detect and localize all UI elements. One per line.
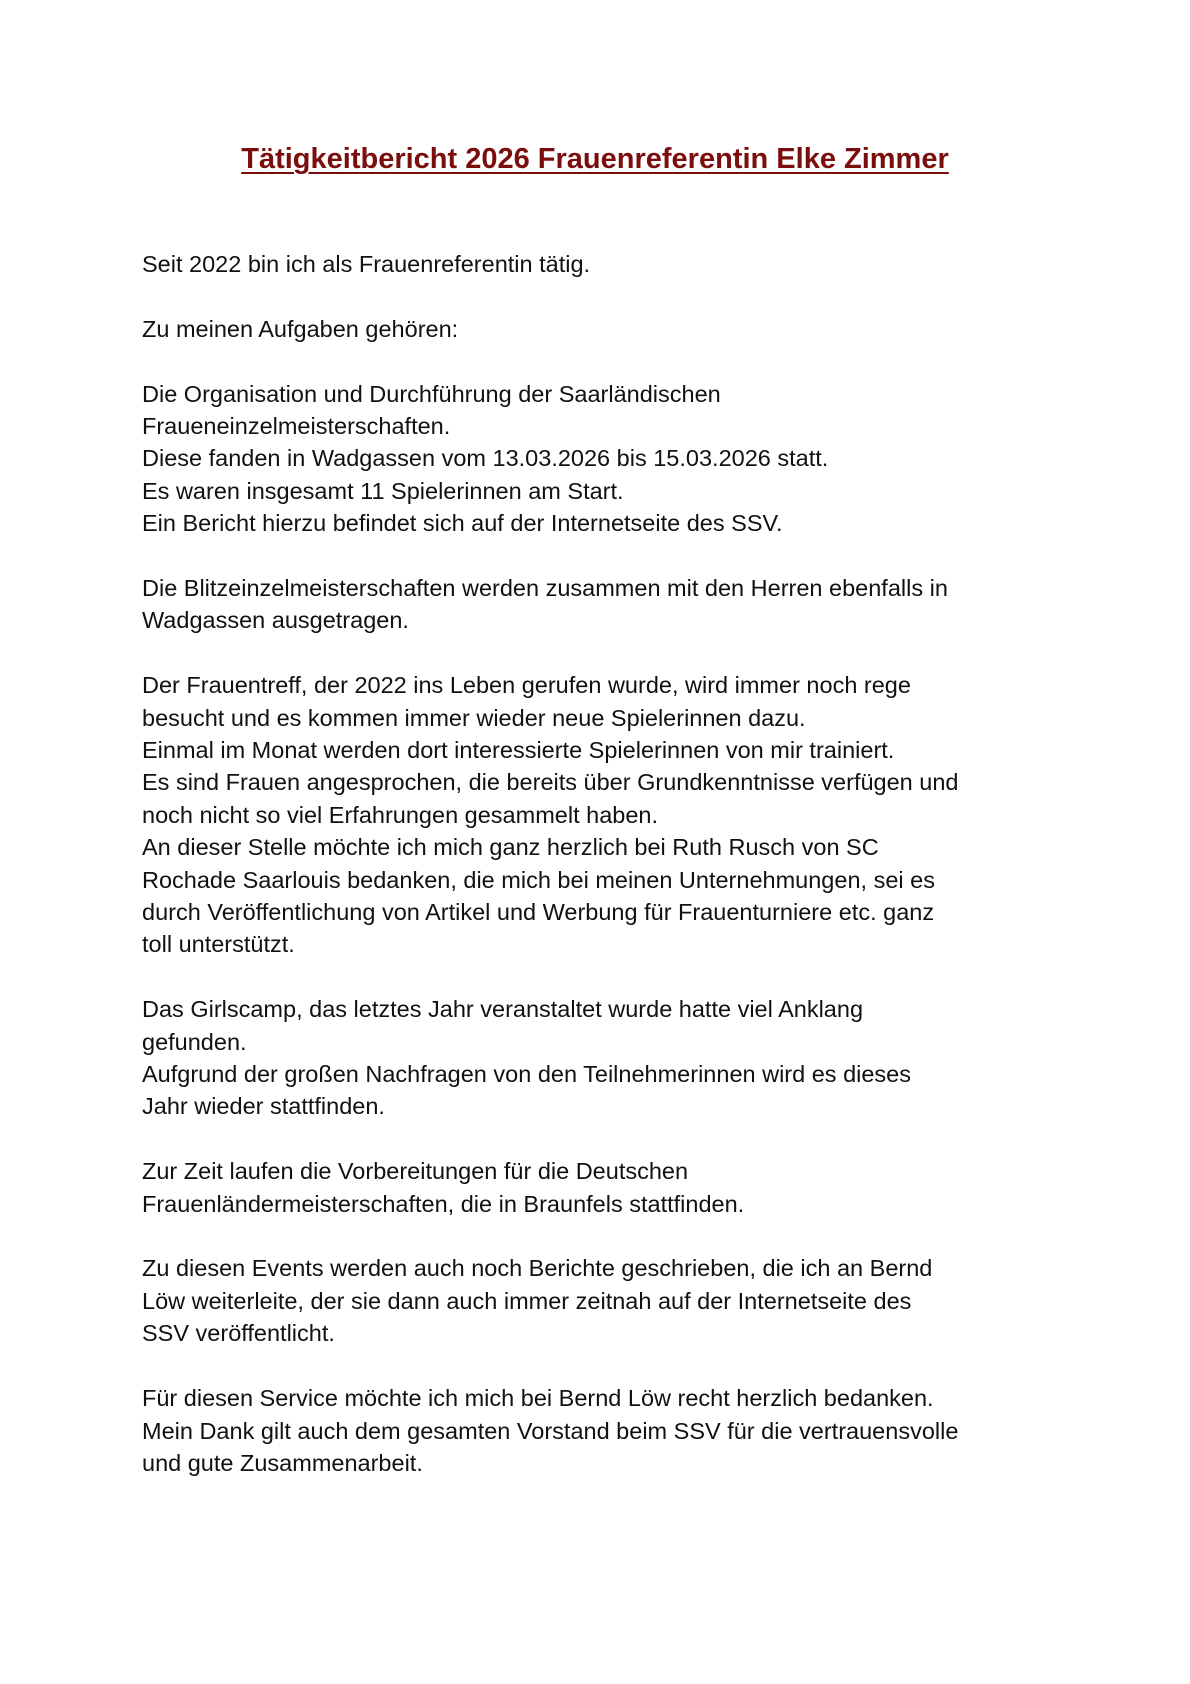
paragraph-reports	[142, 1252, 1102, 1349]
text-line: Zu diesen Events werden auch noch Berichte geschrieben, die ich an Bernd	[142, 1255, 933, 1282]
text-line: Wadgassen ausgetragen.	[142, 607, 409, 634]
text-line: Rochade Saarlouis bedanken, die mich bei meinen Unternehmungen, sei es	[142, 866, 935, 893]
text-line: Zu meinen Aufgaben gehören:	[142, 315, 459, 342]
text-line: Es sind Frauen angesprochen, die bereits über Grundkenntnisse verfügen und	[142, 769, 959, 796]
text-line: Die Organisation und Durchführung der Saarländischen	[142, 380, 721, 407]
paragraph-intro	[142, 248, 1102, 280]
text-line: besucht und es kommen immer wieder neue Spielerinnen dazu.	[142, 704, 806, 731]
document-body	[142, 248, 1102, 1512]
paragraph-frauentreff	[142, 669, 1102, 961]
text-line: toll unterstützt.	[142, 931, 295, 958]
text-line: Diese fanden in Wadgassen vom 13.03.2026 bis 15.03.2026 statt.	[142, 445, 829, 472]
text-line: Frauenländermeisterschaften, die in Braunfels stattfinden.	[142, 1190, 745, 1217]
text-line: Fraueneinzelmeisterschaften.	[142, 413, 451, 439]
paragraph-girlscamp	[142, 993, 1102, 1123]
text-line: und gute Zusammenarbeit.	[142, 1449, 423, 1476]
text-line: Für diesen Service möchte ich mich bei Bernd Löw recht herzlich bedanken.	[142, 1385, 934, 1412]
text-line: Löw weiterleite, der sie dann auch immer zeitnah auf der Internetseite des	[142, 1287, 912, 1314]
text-line: Zur Zeit laufen die Vorbereitungen für die Deutschen	[142, 1158, 689, 1185]
text-line: Es waren insgesamt 11 Spielerinnen am Start.	[142, 477, 624, 504]
paragraph-championships	[142, 378, 1102, 540]
text-line: Ein Bericht hierzu befindet sich auf der Internetseite des SSV.	[142, 510, 783, 537]
text-line: gefunden.	[142, 1028, 247, 1055]
text-line: Seit 2022 bin ich als Frauenreferentin tätig.	[142, 251, 591, 277]
text-line: Die Blitzeinzelmeisterschaften werden zusammen mit den Herren ebenfalls in	[142, 575, 948, 602]
text-line: Jahr wieder stattfinden.	[142, 1093, 385, 1120]
text-line: noch nicht so viel Erfahrungen gesammelt haben.	[142, 801, 659, 828]
text-line: SSV veröffentlicht.	[142, 1320, 335, 1347]
text-line: Aufgrund der großen Nachfragen von den Teilnehmerinnen wird es dieses	[142, 1061, 912, 1088]
paragraph-blitz	[142, 572, 1102, 637]
text-line: An dieser Stelle möchte ich mich ganz herzlich bei Ruth Rusch von SC	[142, 834, 879, 861]
text-line: Der Frauentreff, der 2022 ins Leben gerufen wurde, wird immer noch rege	[142, 672, 911, 699]
text-line: Das Girlscamp, das letztes Jahr veranstaltet wurde hatte viel Anklang	[142, 996, 864, 1023]
text-line: Einmal im Monat werden dort interessierte Spielerinnen von mir trainiert.	[142, 737, 895, 764]
text-line: Mein Dank gilt auch dem gesamten Vorstand beim SSV für die vertrauensvolle	[142, 1417, 959, 1444]
paragraph-preparations	[142, 1155, 1102, 1220]
paragraph-tasks-heading	[142, 313, 1102, 345]
text-line: durch Veröffentlichung von Artikel und Werbung für Frauenturniere etc. ganz	[142, 899, 935, 926]
paragraph-thanks	[142, 1382, 1102, 1479]
document-title: Tätigkeitbericht 2026 Frauenreferentin Elke Zimmer	[241, 143, 949, 175]
